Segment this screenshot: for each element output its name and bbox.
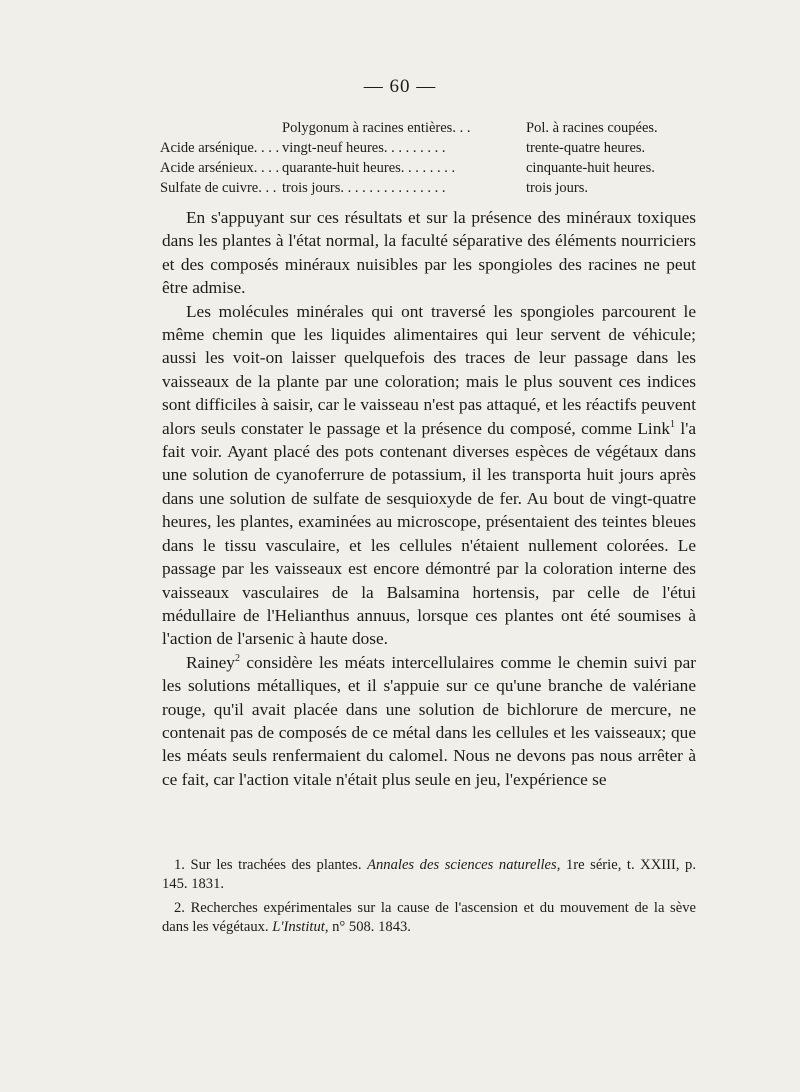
- footnote-ref-1: 1: [670, 418, 676, 430]
- table-row: [160, 158, 700, 178]
- footnote-1: [162, 856, 696, 894]
- footnote-1-journal: Annales des sciences naturelles,: [367, 857, 561, 873]
- cut-roots-cell: trois jours.: [526, 180, 589, 196]
- footnote-2-text-b: n° 508. 1843.: [328, 919, 411, 935]
- header-cut-roots: Pol. à racines coupées.: [526, 120, 658, 136]
- results-table: [160, 118, 700, 198]
- footnote-1-text-b: 1re série, t. XXIII, p. 145. 1831.: [162, 857, 697, 892]
- substance-cell: Acide arsénique. . . .: [160, 140, 280, 156]
- header-entire-roots: Polygonum à racines entières. . .: [282, 120, 471, 136]
- paragraph-1: En s'appuyant sur ces résultats et sur la présence des minéraux toxiques dans les plantes à l'état normal, la faculté séparative des éléments nourriciers et des composés minéraux nuisibles par les spongioles des racines ne peut être admise.: [162, 208, 696, 298]
- table-row: [160, 178, 700, 198]
- entire-roots-cell: quarante-huit heures. . . . . . . .: [282, 160, 456, 176]
- footnote-2-text-a: 2. Recherches expérimentales sur la cause de l'ascension et du mouvement de la sève dans les végétaux.: [162, 900, 696, 935]
- substance-cell: Acide arsénieux. . . .: [160, 160, 280, 176]
- table-row: [160, 138, 700, 158]
- footnote-ref-2: 2: [234, 652, 240, 664]
- cut-roots-cell: cinquante-huit heures.: [526, 160, 655, 176]
- page-number: — 60 —: [363, 76, 437, 97]
- paragraph-2: [162, 300, 696, 651]
- cut-roots-cell: trente-quatre heures.: [526, 140, 646, 156]
- entire-roots-cell: vingt-neuf heures. . . . . . . . .: [282, 140, 446, 156]
- footnote-2: [162, 899, 696, 937]
- entire-roots-cell: trois jours. . . . . . . . . . . . . . .: [282, 180, 446, 196]
- paragraph-2-text-b: l'a fait voir. Ayant placé des pots contenant diverses espèces de végétaux dans une solution de cyanoferrure de potassium, il les transporta huit jours après dans une solution de sulfate de sesquioxyde de fer. Au bout de vingt-quatre heures, les plantes, examinées au microscope, présentaient des teintes bleues dans le tissu vasculaire, et les cellules n'étaient nullement colorées. Le passage par les vaisseaux est encore démontré par la coloration interne des vaisseaux vasculaires de la Balsamina hortensis, par celle de l'étui médullaire de l'Helianthus annuus, lorsque ces plantes ont été soumises à l'action de l'arsenic à haute dose.: [162, 418, 697, 649]
- paragraph-3: [162, 651, 696, 791]
- paragraph-2-text-a: Les molécules minérales qui ont traversé les spongioles parcourent le même chemin que les liquides alimentaires qui leur servent de véhicule; aussi les voit-on laisser quelquefois des traces de leur passage dans les vaisseaux de la plante par une coloration; mais le plus souvent ces indices sont difficiles à saisir, car le vaisseau n'est pas attaqué, et les réactifs peuvent alors seuls constater le passage et la présence du composé, comme Link: [162, 301, 696, 438]
- substance-cell: Sulfate de cuivre. . .: [160, 180, 277, 196]
- footnote-1-text-a: 1. Sur les trachées des plantes.: [174, 857, 368, 873]
- paragraph-3-text-a: Rainey: [186, 652, 235, 672]
- footnotes: [162, 856, 696, 942]
- table-header-row: [160, 118, 700, 138]
- body-text: [162, 206, 696, 791]
- footnote-2-journal: L'Institut,: [272, 919, 329, 935]
- paragraph-3-text-b: considère les méats intercellulaires comme le chemin suivi par les solutions métalliques, et il s'appuie sur ce qu'une branche de valériane rouge, qu'il avait placée dans une solution de bichlorure de mercure, ne contenait pas de composés de ce métal dans les cellules et les vaisseaux; que les méats seuls renfermaient du calomel. Nous ne devons pas nous arrêter à ce fait, car l'action vitale n'était plus seule en jeu, l'expérience se: [162, 652, 696, 789]
